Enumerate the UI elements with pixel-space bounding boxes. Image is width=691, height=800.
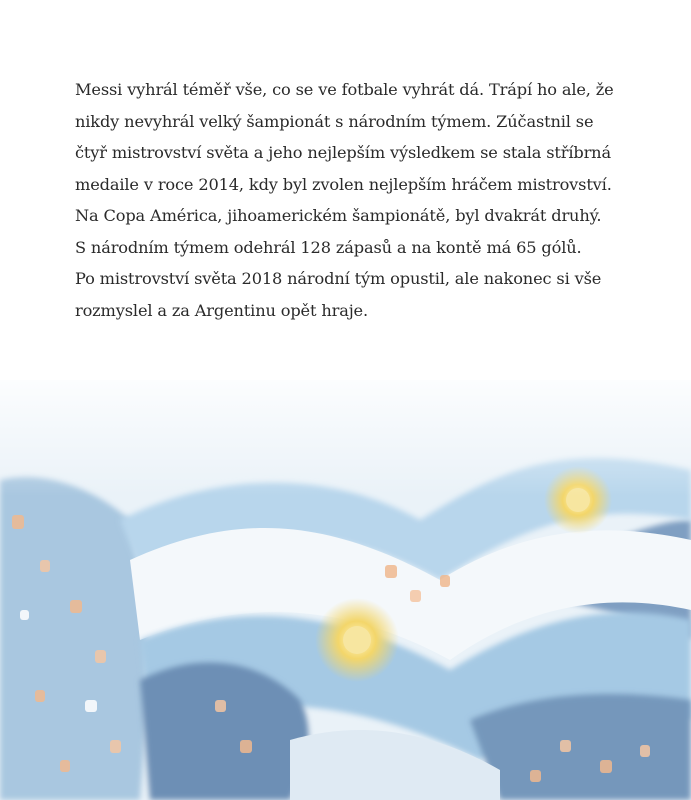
story-line: Na Copa América, jihoamerickém šampionátě, byl dvakrát druhý. — [75, 206, 602, 225]
story-line: rozmyslel a za Argentinu opět hraje. — [75, 300, 368, 320]
story-line: nikdy nevyhrál velký šampionát s národním týmem. Zúčastnil se — [75, 111, 594, 131]
story-line: čtyř mistrovství světa a jeho nejlepším výsledkem se stala stříbrná — [75, 143, 611, 162]
story-text — [75, 74, 675, 326]
story-line: S národním týmem odehrál 128 zápasů a na kontě má 65 gólů. — [75, 237, 582, 257]
story-line: Messi vyhrál téměř vše, co se ve fotbale vyhrát dá. Trápí ho ale, že — [75, 80, 614, 99]
story-line: medaile v roce 2014, kdy byl zvolen nejlepším hráčem mistrovství. — [75, 174, 612, 194]
story-line: Po mistrovství světa 2018 národní tým opustil, ale nakonec si vše — [75, 269, 602, 288]
